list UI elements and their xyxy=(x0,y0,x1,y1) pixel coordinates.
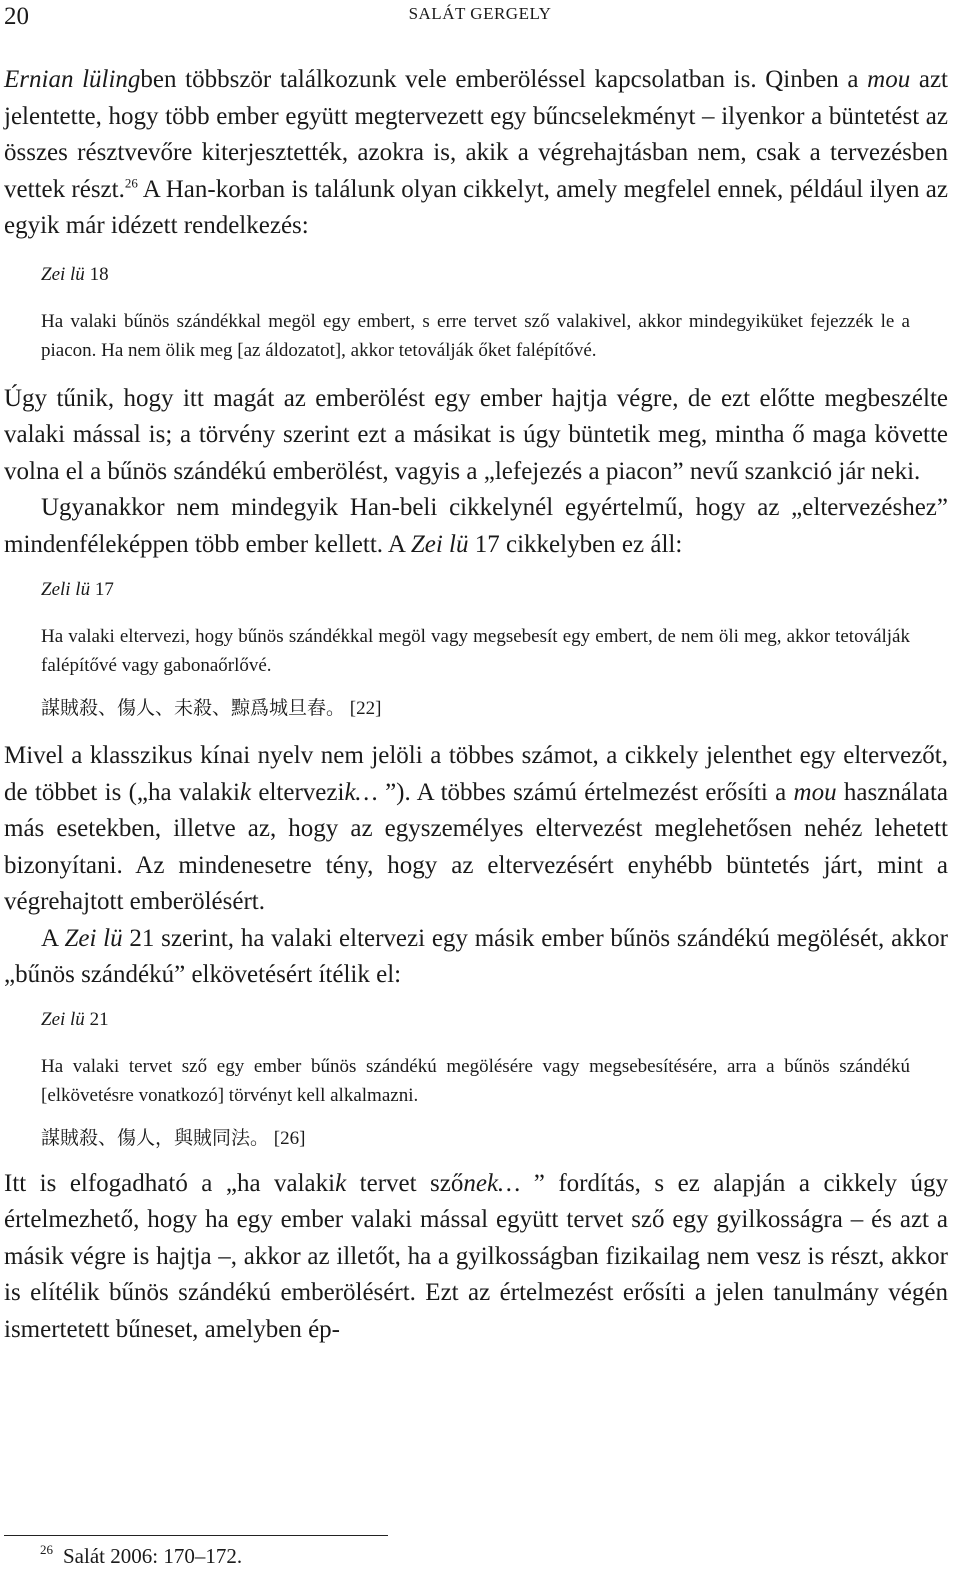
emphasis: Zei lü xyxy=(41,263,85,285)
body-text xyxy=(4,62,948,1348)
paragraph-6 xyxy=(4,1166,948,1349)
chinese-original xyxy=(41,1125,910,1152)
footnote-number: 26 xyxy=(40,1542,53,1557)
emphasis: k xyxy=(240,778,252,806)
emphasis: k xyxy=(335,1169,347,1197)
emphasis: k… xyxy=(344,778,378,806)
emphasis: nek… xyxy=(463,1169,521,1197)
text-run: tervet sző xyxy=(346,1169,464,1197)
text-run: 17 cikkelyben ez áll: xyxy=(468,530,683,558)
text-run: eltervezi xyxy=(251,778,345,806)
text-run: Mivel a klasszikus kínai nyelv nem jelöli a többes számot, a cikkely jelenthet egy eltervezőt, de többet is („ha valaki xyxy=(4,742,948,806)
quote-heading xyxy=(41,262,910,288)
emphasis: mou xyxy=(793,778,837,806)
text-run: Ugyanakkor nem mindegyik Han-beli cikkelynél egyértelmű, hogy az „eltervezéshez” mindenféleképpen több ember kellett. A xyxy=(4,494,948,558)
text-run: 17 xyxy=(90,579,114,600)
emphasis: Zeli lü xyxy=(41,579,91,600)
quote-text: Ha valaki tervet sző egy ember bűnös szándékú megölésére vagy megsebesítésére, arra a bűnös szándékú [elkövetésre vonatkozó] törvényt kell alkalmazni. xyxy=(41,1055,910,1106)
chinese-text: 謀賊殺、傷人，與賊同法。 xyxy=(41,1126,270,1149)
page-number: 20 xyxy=(4,3,29,30)
footnote-separator xyxy=(4,1535,388,1536)
text-run: A xyxy=(41,924,65,952)
emphasis: Zei lü xyxy=(64,924,123,952)
text-run: 18 xyxy=(84,263,109,285)
quote-zeli-lu-17 xyxy=(41,577,910,722)
text-run: Itt is elfogadható a „ha valaki xyxy=(4,1169,336,1197)
quote-zei-lu-21 xyxy=(41,1007,910,1152)
text-run: azt jelentette, hogy több ember együtt megtervezett egy bűncselekményt – ilyenkor a büntetést az összes résztvevőre kiterjesztették, azokra is, akik a végrehajtásban nem, csak a tervezésben vettek részt. xyxy=(4,66,949,203)
footnote-marker[interactable]: 26 xyxy=(124,175,138,191)
source-reference: [22] xyxy=(345,698,382,719)
paragraph-2: Úgy tűnik, hogy itt magát az emberölést egy ember hajtja végre, de ezt előtte megbeszélte valaki mással is; a törvény szerint ezt a másikat is úgy büntetik meg, mintha ő maga követte volna el a bűnös szándékú emberölést, vagyis a „lefejezés a piacon” nevű szankció jár neki. xyxy=(4,384,948,485)
text-run: használata más esetekben, illetve az, hogy az egyszemélyes eltervezést meglehetősen nehéz lehetett bizonyítani. Az mindenesetre tény, hogy az eltervezésért enyhébb büntetés járt, mint a végrehajtott emberölésért. xyxy=(4,778,948,915)
paragraph-4 xyxy=(4,738,948,921)
quote-text: Ha valaki bűnös szándékkal megöl egy embert, s erre tervet sző valakivel, akkor mindegyiküket fejezzék le a piacon. Ha nem ölik meg [az áldozatot], akkor tetoválják őket falépítővé. xyxy=(41,310,910,361)
chinese-original xyxy=(41,695,910,722)
source-reference: [26] xyxy=(269,1127,306,1149)
text-run: A Han-korban is találunk olyan cikkelyt, amely megfelel ennek, például ilyen az egyik már idézett rendelkezés: xyxy=(4,175,948,239)
text-run: ” fordítás, s ez alapján a cikkely úgy értelmezhető, hogy ha egy ember valaki mással együtt tervet sző egy gyilkosságra – és azt a másik végre is hajtja –, akkor az illetőt, ha a gyilkosságban fizikailag nem vesz is részt, akkor is elítélik bűnös szándékú emberölésért. Ezt az értelmezést erősíti a jelen tanulmány végén ismertetett bűneset, amelyben ép- xyxy=(4,1169,949,1343)
quote-text: Ha valaki eltervezi, hogy bűnös szándékkal megöl vagy megsebesít egy embert, de nem öli meg, akkor tetoválják falépítővé vagy gabonaőrlővé. xyxy=(41,626,910,676)
footnote xyxy=(40,1544,242,1569)
quote-heading xyxy=(41,1007,910,1033)
paragraph-5 xyxy=(4,921,948,994)
paragraph-1 xyxy=(4,62,948,245)
quote-zei-lu-18 xyxy=(41,262,910,365)
text-run: ben többször találkozunk vele emberöléssel kapcsolatban is. Qinben a xyxy=(140,66,868,93)
running-head: SALÁT GERGELY xyxy=(408,4,552,23)
text-run: ”). A többes számú értelmezést erősíti a xyxy=(377,778,794,806)
emphasis: Ernian lüling xyxy=(4,66,141,93)
footnote-text: Salát 2006: 170–172. xyxy=(63,1544,243,1568)
text-run: 21 szerint, ha valaki eltervezi egy másik ember bűnös szándékú megölését, akkor „bűnös szándékú” elkövetésért ítélik el: xyxy=(4,924,948,988)
paragraph-3 xyxy=(4,490,948,563)
quote-heading xyxy=(41,577,910,603)
emphasis: Zei lü xyxy=(410,530,469,558)
chinese-text: 謀賊殺、傷人、未殺、黥爲城旦舂。 xyxy=(41,697,346,719)
emphasis: Zei lü xyxy=(41,1008,85,1030)
text-run: 21 xyxy=(84,1008,109,1030)
emphasis: mou xyxy=(867,66,911,93)
